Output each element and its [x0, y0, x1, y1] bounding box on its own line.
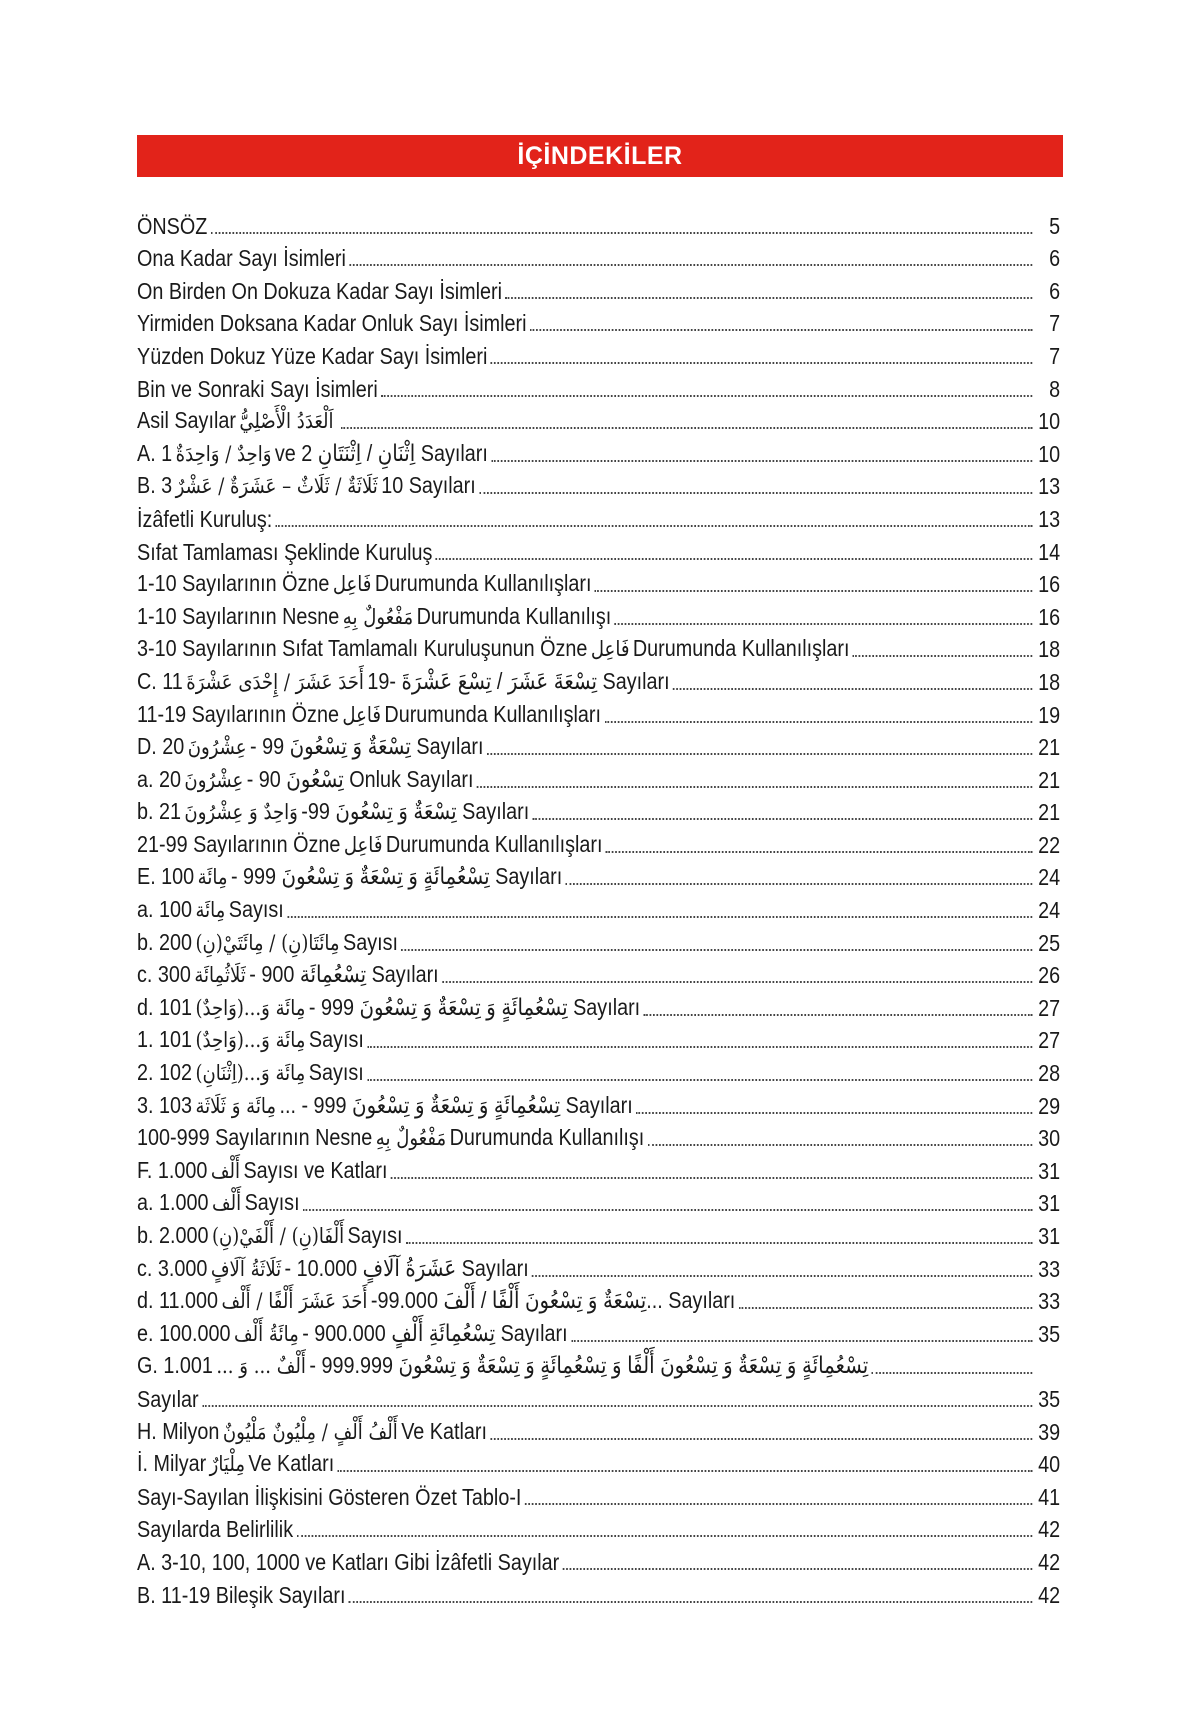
toc-entry[interactable]: [137, 566, 1060, 599]
toc-entry-title: [137, 798, 529, 826]
toc-entry-arabic: مِائَتَا(نِ) / مِائَتَيْ(نِ): [195, 930, 340, 955]
toc-entry-arabic: ثَلَاثَةٌ / ثَلَاثٌ – عَشَرَةٌ / عَشْرٌ: [175, 474, 378, 499]
toc-entry[interactable]: [137, 1576, 1060, 1609]
toc-entry-arabic: فَاعِل: [590, 637, 630, 662]
toc-page-number: 33: [1038, 1288, 1061, 1315]
toc-entry[interactable]: [137, 957, 1060, 990]
toc-page-number: 16: [1038, 571, 1061, 598]
toc-page-number: 30: [1038, 1125, 1061, 1152]
dot-leader: [636, 1112, 1032, 1114]
toc-entry[interactable]: [137, 272, 1060, 305]
toc-entry-title: [137, 929, 398, 957]
toc-entry-suffix: - 900 تِسْعُمِائَة Sayıları: [249, 961, 439, 988]
dot-leader: [491, 362, 1033, 364]
dot-leader: [853, 655, 1033, 657]
toc-entry-title: [137, 1222, 402, 1250]
toc-entry-arabic: وَاحِدٌ / وَاحِدَةٌ: [175, 441, 272, 466]
toc-entry-text: e. 100.000: [137, 1319, 231, 1346]
toc-entry[interactable]: [137, 435, 1060, 468]
toc-entry-title: [137, 1320, 568, 1348]
toc-entry[interactable]: [137, 891, 1060, 924]
toc-entry-arabic: أَلْف: [210, 1158, 241, 1183]
toc-entry-arabic: وَاحِدٌ وَ عِشْرُونَ: [184, 800, 298, 825]
toc-entry-text: 1-10 Sayılarının Nesne: [137, 602, 340, 629]
toc-entry-arabic: عِشْرُونَ: [187, 735, 247, 760]
toc-entry-suffix: Durumunda Kullanılışı: [416, 602, 612, 629]
toc-entry-text: c. 300: [137, 961, 191, 988]
toc-entry[interactable]: [137, 989, 1060, 1022]
dot-leader: [505, 297, 1032, 299]
toc-entry[interactable]: [137, 826, 1060, 859]
toc-entry[interactable]: [137, 1185, 1060, 1218]
toc-entry-suffix: ve 2 اِثْنَانِ / اِثْنَتَانِ Sayıları: [274, 439, 488, 466]
toc-entry[interactable]: [137, 468, 1060, 501]
toc-entry[interactable]: [137, 859, 1060, 892]
toc-entry[interactable]: [137, 1283, 1060, 1316]
toc-entry-suffix: Sayısı ve Katları: [243, 1156, 388, 1183]
toc-entry-title: [137, 1418, 487, 1446]
dot-leader: [436, 558, 1033, 560]
toc-page-number: 21: [1038, 766, 1061, 793]
toc-entry-title: [137, 603, 611, 631]
toc-entry-suffix: - 10.000 عَشَرَةُ آلَافٍ Sayıları: [284, 1254, 529, 1281]
toc-entry-text: b. 21: [137, 798, 181, 825]
toc-entry-text: 100-999 Sayılarının Nesne: [137, 1124, 373, 1151]
toc-entry-text: Bin ve Sonraki Sayı İsimleri: [137, 375, 378, 402]
toc-entry-text: E. 100: [137, 863, 195, 890]
toc-entry[interactable]: [137, 1413, 1060, 1446]
toc-entry-title: [137, 343, 487, 370]
dot-leader: [303, 1209, 1033, 1211]
toc-page-number: 31: [1038, 1157, 1061, 1184]
toc-entry-suffix: Sayısı: [228, 896, 284, 923]
toc-entry[interactable]: [137, 924, 1060, 957]
toc-page-number: 42: [1038, 1516, 1061, 1543]
toc-entry-suffix: - 999 تِسْعُمِائَةٍ وَ تِسْعَةٌ وَ تِسْعُونَ Sayıları: [308, 993, 641, 1020]
toc-entry-title: [137, 245, 346, 272]
toc-page-number: 29: [1038, 1092, 1061, 1119]
toc-entry[interactable]: [137, 1250, 1060, 1283]
toc-entry-arabic: أَلْفٌ ... وَ ...: [216, 1354, 306, 1379]
dot-leader: [491, 460, 1032, 462]
toc-page-number: 41: [1038, 1483, 1061, 1510]
toc-entry[interactable]: [137, 631, 1060, 664]
dot-leader: [287, 916, 1032, 918]
toc-entry-text: a. 1.000: [137, 1189, 209, 1216]
toc-entry-suffix: - 99 تِسْعَةٌ وَ تِسْعُونَ Sayıları: [250, 733, 484, 760]
toc-entry-suffix: Durumunda Kullanılışları: [374, 570, 592, 597]
toc-entry-title: [137, 407, 337, 435]
toc-page-number: 10: [1038, 440, 1061, 467]
toc-entry-arabic: فَاعِل: [342, 702, 381, 727]
toc-entry-title: [137, 863, 562, 891]
toc-page-number: 39: [1038, 1418, 1061, 1445]
dot-leader: [595, 590, 1033, 592]
toc-entry-suffix: -99 تِسْعَةٌ وَ تِسْعُونَ Sayıları: [301, 798, 530, 825]
toc-entry-arabic: مِائَة وَ...(وَاحِدٌ): [195, 995, 306, 1020]
toc-entry-text: B. 3: [137, 472, 173, 499]
dot-leader: [648, 1144, 1033, 1146]
dot-leader: [604, 721, 1032, 723]
toc-entry[interactable]: [137, 1348, 1060, 1381]
toc-entry-arabic: مِائَة: [197, 865, 228, 890]
toc-entry-title: [137, 1255, 529, 1283]
toc-entry-text: a. 20: [137, 765, 181, 792]
toc-entry-text: c. 3.000: [137, 1254, 208, 1281]
toc-entry-title: [137, 831, 602, 859]
toc-entry-text: On Birden On Dokuza Kadar Sayı İsimleri: [137, 277, 502, 304]
toc-entry-title: [137, 472, 476, 500]
toc-entry-title: [137, 1059, 364, 1087]
toc-entry-title: [137, 1352, 868, 1380]
dot-leader: [566, 883, 1033, 885]
toc-entry-title: [137, 1092, 633, 1120]
toc-entry-suffix: - 999 تِسْعُمِائَةٍ وَ تِسْعَةٌ وَ تِسْعُونَ Sayıları: [230, 863, 563, 890]
toc-entry-text: A. 3-10, 100, 1000 ve Katları Gibi İzâfetli Sayılar: [137, 1548, 560, 1575]
toc-entry[interactable]: [137, 1054, 1060, 1087]
toc-entry-title: [137, 994, 640, 1022]
toc-entry-text: ÖNSÖZ: [137, 212, 208, 239]
toc-page-number: 6: [1049, 245, 1061, 272]
toc-entry[interactable]: [137, 1478, 1060, 1511]
toc-entry-title: [137, 1386, 199, 1413]
toc-entry-title: [137, 539, 432, 566]
toc-entry-suffix: Ve Katları: [401, 1417, 487, 1444]
toc-entry-text: 11-19 Sayılarının Özne: [137, 700, 339, 727]
toc-entry-text: Sayı-Sayılan İlişkisini Gösteren Özet Tablo-I: [137, 1483, 522, 1510]
toc-entry[interactable]: [137, 1511, 1060, 1544]
toc-entry-title: [137, 635, 849, 663]
toc-page-number: 13: [1038, 505, 1061, 532]
toc-page-number: 18: [1038, 668, 1061, 695]
page-title: İÇİNDEKİLER: [517, 141, 683, 170]
dot-leader: [487, 753, 1033, 755]
toc-entry-title: [137, 961, 439, 989]
toc-entry-arabic: أَلْفَا(نِ) / أَلْفَيْ(نِ): [211, 1224, 345, 1248]
toc-entry[interactable]: [137, 794, 1060, 827]
toc-entry-text: İ. Milyar: [137, 1450, 207, 1477]
toc-entry-title: [137, 376, 378, 403]
dot-leader: [606, 851, 1033, 853]
dot-leader: [673, 688, 1033, 690]
dot-leader: [563, 1568, 1033, 1570]
dot-leader: [571, 1340, 1033, 1342]
dot-leader: [530, 329, 1033, 331]
toc-entry-arabic: مِائَةُ أَلْف: [233, 1321, 299, 1346]
toc-entry-text: F. 1.000: [137, 1156, 208, 1183]
toc-entry-text: C. 11: [137, 667, 183, 694]
toc-entry-title: [137, 1287, 735, 1315]
toc-entry-suffix: Durumunda Kullanılışları: [384, 700, 602, 727]
toc-entry-arabic: فَاعِل: [343, 832, 383, 857]
toc-entry-text: Sıfat Tamlaması Şeklinde Kuruluş: [137, 538, 433, 565]
dot-leader: [297, 1535, 1033, 1537]
toc-entry-text: Yüzden Dokuz Yüze Kadar Sayı İsimleri: [137, 342, 488, 369]
toc-entry-arabic: مِائَة: [195, 898, 226, 923]
dot-leader: [401, 949, 1032, 951]
toc-entry[interactable]: [137, 1022, 1060, 1055]
toc-entry[interactable]: [137, 305, 1060, 338]
toc-page-number: 42: [1038, 1548, 1061, 1575]
toc-page-number: 35: [1038, 1385, 1061, 1412]
toc-entry-text: Sayılar: [137, 1385, 199, 1412]
dot-leader: [532, 1275, 1032, 1277]
toc-entry[interactable]: [137, 663, 1060, 696]
toc-entry-text: H. Milyon: [137, 1417, 220, 1444]
toc-page-number: 24: [1038, 864, 1061, 891]
dot-leader: [349, 264, 1032, 266]
toc-entry-text: Ona Kadar Sayı İsimleri: [137, 245, 346, 272]
toc-page-number: 27: [1038, 994, 1061, 1021]
dot-leader: [477, 786, 1033, 788]
toc-entry-suffix: Sayısı: [308, 1059, 364, 1086]
table-of-contents: [137, 207, 1060, 1609]
toc-entry-suffix: - 90 تِسْعُونَ Onluk Sayıları: [246, 765, 474, 792]
toc-page-number: 14: [1038, 538, 1061, 565]
toc-entry-text: Asil Sayılar: [137, 407, 236, 434]
toc-entry[interactable]: [137, 337, 1060, 370]
dot-leader: [349, 1601, 1033, 1603]
toc-entry-title: [137, 668, 670, 696]
dot-leader: [490, 1438, 1032, 1440]
toc-entry[interactable]: [137, 370, 1060, 403]
toc-page-number: 40: [1038, 1451, 1061, 1478]
toc-entry-arabic: ثَلَاثُمِائَة: [194, 963, 246, 988]
dot-leader: [367, 1046, 1032, 1048]
toc-entry-title: [137, 766, 473, 794]
toc-entry-arabic: فَاعِل: [332, 572, 372, 597]
toc-entry-text: 3. 103: [137, 1091, 192, 1118]
toc-entry-text: 21-99 Sayılarının Özne: [137, 830, 341, 857]
toc-entry-title: [137, 506, 272, 533]
toc-entry-text: b. 200: [137, 928, 192, 955]
toc-entry[interactable]: [137, 533, 1060, 566]
toc-page-number: 33: [1038, 1255, 1061, 1282]
toc-entry-title: [137, 440, 488, 468]
toc-entry[interactable]: [137, 1446, 1060, 1479]
toc-entry-arabic: أَلْفُ أَلْفٍ / مِلْيُونٌ مَلْيُونٌ: [222, 1419, 398, 1444]
toc-page-number: 35: [1038, 1320, 1061, 1347]
dot-leader: [533, 818, 1033, 820]
toc-entry[interactable]: [137, 1152, 1060, 1185]
toc-entry-arabic: مَفْعُولٌ بِهِ: [375, 1126, 447, 1151]
dot-leader: [442, 981, 1033, 983]
toc-entry-arabic: مِائَة وَ...(وَاحِدٌ): [195, 1028, 306, 1053]
toc-entry-suffix: 10 Sayıları: [381, 472, 476, 499]
toc-entry[interactable]: [137, 240, 1060, 273]
toc-page-number: 21: [1038, 799, 1061, 826]
dot-leader: [644, 1014, 1033, 1016]
toc-entry-title: [137, 213, 207, 240]
dot-leader: [338, 1470, 1033, 1472]
dot-leader: [406, 1242, 1033, 1244]
toc-page-number: 7: [1049, 310, 1061, 337]
toc-page-number: 8: [1049, 375, 1061, 402]
toc-page-number: 19: [1038, 701, 1061, 728]
toc-page-number: 18: [1038, 636, 1061, 663]
toc-page-number: 24: [1038, 897, 1061, 924]
toc-entry-text: a. 100: [137, 896, 192, 923]
toc-entry-suffix: - 999.999 تِسْعُمِائَةٍ وَ تِسْعَةٌ وَ تِسْعُونَ أَلْفًا وَ تِسْعُمِائَةٍ وَ تِسْعَةٌ وَ تِسْعُونَ: [309, 1352, 869, 1379]
toc-header-banner: [137, 135, 1063, 177]
toc-page-number: 42: [1038, 1581, 1061, 1608]
dot-leader: [872, 1372, 1033, 1374]
toc-page-number: 27: [1038, 1027, 1061, 1054]
toc-page-number: 10: [1038, 408, 1061, 435]
dot-leader: [276, 525, 1033, 527]
toc-entry-suffix: Durumunda Kullanılışları: [632, 635, 850, 662]
toc-entry-suffix: Durumunda Kullanılışı: [449, 1124, 645, 1151]
toc-entry-title: [137, 1582, 346, 1609]
dot-leader: [739, 1307, 1033, 1309]
toc-entry-arabic: مِائَة وَ...(اِثْنَانِ): [195, 1061, 306, 1086]
toc-entry-title: [137, 733, 483, 761]
toc-entry-suffix: Sayısı: [308, 1026, 364, 1053]
dot-leader: [391, 1177, 1033, 1179]
toc-entry[interactable]: [137, 1120, 1060, 1153]
toc-entry-suffix: -99.000 تِسْعَةٌ وَ تِسْعُونَ أَلْفًا / أَلْفَ... Sayıları: [370, 1287, 736, 1314]
toc-page-number: 22: [1038, 831, 1061, 858]
toc-page-number: 13: [1038, 473, 1061, 500]
dot-leader: [202, 1405, 1033, 1407]
toc-entry[interactable]: [137, 403, 1060, 436]
toc-entry-title: [137, 310, 527, 337]
toc-entry[interactable]: [137, 207, 1060, 240]
toc-entry[interactable]: [137, 1380, 1060, 1413]
toc-entry-arabic: عِشْرُونَ: [184, 767, 244, 792]
toc-entry[interactable]: [137, 598, 1060, 631]
toc-entry-arabic: مِائَة وَ ثَلَاثَة: [195, 1093, 277, 1118]
toc-entry-title: [137, 1157, 388, 1185]
toc-entry-title: [137, 570, 591, 598]
toc-entry-text: Yirmiden Doksana Kadar Onluk Sayı İsimleri: [137, 310, 527, 337]
toc-entry[interactable]: [137, 729, 1060, 762]
toc-entry-arabic: أَحَدَ عَشَرَ أَلْفًا / أَلْف: [221, 1289, 368, 1314]
toc-entry-suffix: Sayısı: [244, 1189, 300, 1216]
toc-entry-suffix: Sayısı: [343, 928, 398, 955]
toc-entry-text: d. 101: [137, 993, 192, 1020]
toc-page-number: 5: [1049, 212, 1061, 239]
toc-entry-title: [137, 1124, 644, 1152]
toc-entry-title: [137, 1189, 300, 1217]
toc-entry[interactable]: [137, 696, 1060, 729]
toc-entry-suffix: 19- تِسْعَةَ عَشَرَ / تِسْعَ عَشْرَةَ Sayıları: [367, 667, 670, 694]
toc-entry-arabic: مِلْيَارٌ: [209, 1452, 245, 1477]
toc-entry[interactable]: [137, 1315, 1060, 1348]
toc-page-number: 7: [1049, 342, 1061, 369]
dot-leader: [340, 427, 1032, 429]
toc-page-number: 6: [1049, 277, 1061, 304]
toc-entry-text: 1-10 Sayılarının Özne: [137, 570, 330, 597]
toc-entry-text: d. 11.000: [137, 1287, 219, 1314]
toc-entry-text: 2. 102: [137, 1059, 192, 1086]
toc-entry-arabic: أَلْف: [211, 1191, 242, 1216]
toc-entry-title: [137, 1484, 521, 1511]
dot-leader: [367, 1079, 1032, 1081]
toc-page-number: 31: [1038, 1190, 1061, 1217]
toc-entry-arabic: أَحَدَ عَشَرَ / إِحْدَى عَشْرَةَ: [186, 669, 364, 694]
dot-leader: [479, 492, 1032, 494]
toc-entry-arabic: اَلْعَدَدُ الْأَصْلِيُّ: [239, 409, 334, 434]
toc-entry-suffix: ... - 999 تِسْعُمِائَةٍ وَ تِسْعَةٌ وَ تِسْعُونَ Sayıları: [279, 1091, 633, 1118]
dot-leader: [381, 395, 1032, 397]
dot-leader: [211, 232, 1033, 234]
toc-entry[interactable]: [137, 761, 1060, 794]
toc-entry-title: [137, 1549, 559, 1576]
toc-entry-suffix: - 900.000 تِسْعُمِائَةِ أَلْفٍ Sayıları: [302, 1319, 568, 1346]
toc-entry-suffix: Ve Katları: [248, 1450, 335, 1477]
toc-page-number: 26: [1038, 962, 1061, 989]
toc-entry-title: [137, 1026, 364, 1054]
toc-entry-suffix: Sayısı: [347, 1222, 403, 1248]
toc-entry-text: Sayılarda Belirlilik: [137, 1516, 294, 1543]
toc-page-number: 16: [1038, 603, 1061, 630]
toc-entry-title: [137, 1450, 334, 1478]
toc-entry-suffix: Durumunda Kullanılışları: [385, 830, 603, 857]
toc-entry-text: G. 1.001: [137, 1352, 213, 1379]
toc-entry-text: İzâfetli Kuruluş:: [137, 505, 273, 532]
toc-entry-text: 3-10 Sayılarının Sıfat Tamlamalı Kuruluşunun Özne: [137, 635, 588, 662]
toc-entry-title: [137, 896, 284, 924]
dot-leader: [615, 623, 1033, 625]
toc-entry-arabic: ثَلَاثَةُ آلَافٍ: [210, 1256, 282, 1281]
toc-entry-title: [137, 1516, 293, 1543]
toc-entry-text: B. 11-19 Bileşik Sayıları: [137, 1581, 346, 1608]
toc-page-number: 31: [1038, 1223, 1061, 1249]
toc-entry-text: A. 1: [137, 439, 173, 466]
toc-entry-text: 1. 101: [137, 1026, 192, 1053]
toc-entry[interactable]: [137, 1543, 1060, 1576]
toc-entry-title: [137, 278, 502, 305]
toc-page-number: 21: [1038, 734, 1061, 761]
toc-entry-text: D. 20: [137, 733, 185, 760]
toc-page-number: 28: [1038, 1060, 1061, 1087]
toc-entry-arabic: مَفْعُولٌ بِهِ: [342, 604, 414, 629]
dot-leader: [525, 1503, 1033, 1505]
toc-entry-text: b. 2.000: [137, 1222, 209, 1248]
toc-entry[interactable]: [137, 1087, 1060, 1120]
toc-entry-title: [137, 701, 601, 729]
toc-entry[interactable]: [137, 1217, 1060, 1250]
toc-entry[interactable]: [137, 500, 1060, 533]
toc-page-number: 25: [1038, 929, 1061, 956]
